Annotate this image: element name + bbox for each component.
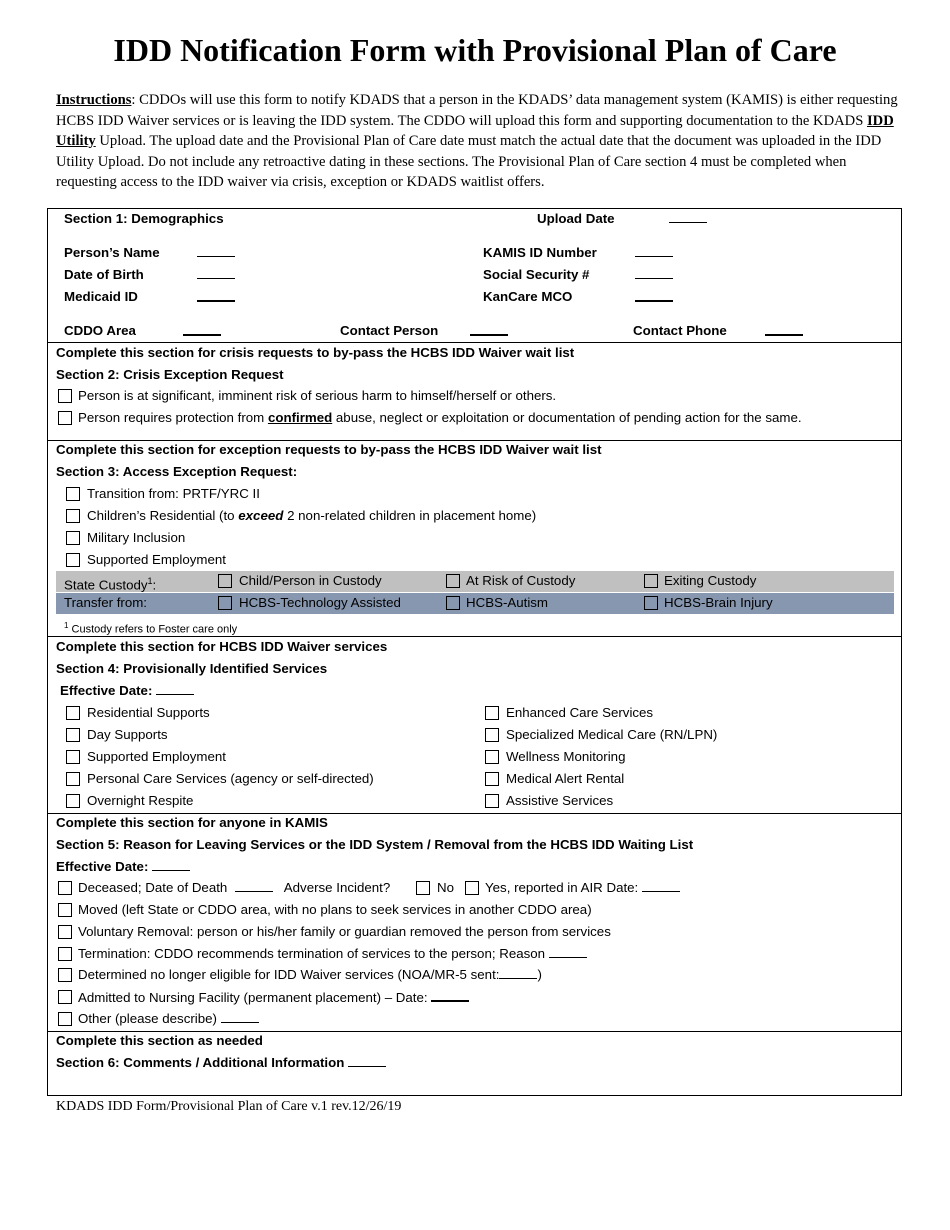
section3-heading: Section 3: Access Exception Request: bbox=[56, 464, 298, 479]
state-custody-sup: 1 bbox=[147, 576, 153, 586]
service-checkbox[interactable] bbox=[485, 728, 499, 742]
crisis-protection-text-b: abuse, neglect or exploitation or documentation of pending action for the same. bbox=[332, 410, 802, 425]
moved-checkbox[interactable] bbox=[58, 903, 72, 917]
section4-intro: Complete this section for HCBS IDD Waiver services bbox=[56, 639, 388, 654]
air-date-field[interactable] bbox=[642, 879, 680, 892]
transition-checkbox[interactable] bbox=[66, 487, 80, 501]
admitted-checkbox[interactable] bbox=[58, 990, 72, 1004]
admitted-date-field[interactable] bbox=[431, 988, 469, 1002]
childrens-text-a: Children’s Residential (to bbox=[87, 508, 239, 523]
admitted-label bbox=[78, 988, 469, 1007]
effective-date-field[interactable] bbox=[156, 682, 194, 695]
service-checkbox[interactable] bbox=[66, 706, 80, 720]
termination-reason-field[interactable] bbox=[549, 945, 587, 958]
medicaid-id-field[interactable] bbox=[197, 288, 235, 307]
determined-text-b: ) bbox=[537, 967, 542, 982]
termination-text: Termination: CDDO recommends termination of services to the person; Reason bbox=[78, 946, 546, 961]
custody-in-custody-checkbox[interactable] bbox=[218, 574, 232, 588]
voluntary-checkbox[interactable] bbox=[58, 925, 72, 939]
comments-field[interactable] bbox=[348, 1054, 386, 1067]
kancare-mco-label: KanCare MCO bbox=[483, 289, 573, 304]
other-checkbox[interactable] bbox=[58, 1012, 72, 1026]
custody-exiting-checkbox[interactable] bbox=[644, 574, 658, 588]
service-checkbox[interactable] bbox=[66, 750, 80, 764]
custody-exiting-label: Exiting Custody bbox=[664, 573, 757, 588]
idd-utility-text: IDD Utility bbox=[56, 112, 894, 149]
transfer-autism-checkbox[interactable] bbox=[446, 596, 460, 610]
state-custody-text: State Custody bbox=[64, 577, 148, 593]
section6-heading bbox=[56, 1054, 386, 1072]
voluntary-label: Voluntary Removal: person or his/her family or guardian removed the person from services bbox=[78, 924, 611, 939]
upload-date-field[interactable] bbox=[669, 210, 707, 228]
service-wellness-monitoring: Wellness Monitoring bbox=[506, 749, 626, 764]
transfer-autism-label: HCBS-Autism bbox=[466, 595, 549, 610]
service-checkbox[interactable] bbox=[485, 706, 499, 720]
service-medical-alert: Medical Alert Rental bbox=[506, 771, 625, 786]
footnote-text: Custody refers to Foster care only bbox=[68, 623, 238, 636]
moved-label: Moved (left State or CDDO area, with no plans to seek services in another CDDO area) bbox=[78, 902, 592, 917]
custody-in-custody-label: Child/Person in Custody bbox=[239, 573, 382, 588]
crisis-protection-text-a: Person requires protection from bbox=[78, 410, 268, 425]
service-assistive: Assistive Services bbox=[506, 793, 614, 808]
military-inclusion-label: Military Inclusion bbox=[87, 530, 186, 545]
kamis-id-label: KAMIS ID Number bbox=[483, 245, 597, 260]
instructions-paragraph bbox=[56, 90, 901, 193]
childrens-text-b: 2 non-related children in placement home) bbox=[283, 508, 537, 523]
ssn-label: Social Security # bbox=[483, 267, 590, 282]
ssn-field[interactable] bbox=[635, 266, 673, 284]
service-checkbox[interactable] bbox=[485, 750, 499, 764]
section6-intro: Complete this section as needed bbox=[56, 1033, 263, 1048]
termination-checkbox[interactable] bbox=[58, 947, 72, 961]
service-checkbox[interactable] bbox=[485, 794, 499, 808]
section1-heading: Section 1: Demographics bbox=[64, 211, 224, 226]
custody-at-risk-label: At Risk of Custody bbox=[466, 573, 576, 588]
crisis-protection-label bbox=[78, 409, 802, 427]
military-inclusion-checkbox[interactable] bbox=[66, 531, 80, 545]
section5-heading: Section 5: Reason for Leaving Services or the IDD System / Removal from the HCBS IDD Waiting List bbox=[56, 837, 694, 852]
cddo-area-label: CDDO Area bbox=[64, 323, 136, 338]
service-residential-supports: Residential Supports bbox=[87, 705, 210, 720]
state-custody-colon: : bbox=[152, 577, 157, 593]
section2-heading: Section 2: Crisis Exception Request bbox=[56, 367, 284, 382]
determined-checkbox[interactable] bbox=[58, 968, 72, 982]
deceased-label bbox=[78, 879, 390, 897]
determined-text-a: Determined no longer eligible for IDD Waiver services (NOA/MR-5 sent: bbox=[78, 967, 500, 982]
service-supported-employment: Supported Employment bbox=[87, 749, 226, 764]
service-specialized-medical: Specialized Medical Care (RN/LPN) bbox=[506, 727, 718, 742]
transfer-brain-injury-label: HCBS-Brain Injury bbox=[664, 595, 773, 610]
adverse-yes-checkbox[interactable] bbox=[465, 881, 479, 895]
date-of-death-field[interactable] bbox=[235, 879, 273, 892]
termination-label bbox=[78, 945, 587, 963]
instructions-label: Instructions bbox=[56, 92, 132, 108]
custody-at-risk-checkbox[interactable] bbox=[446, 574, 460, 588]
cddo-area-field[interactable] bbox=[183, 322, 221, 341]
adverse-yes-text: Yes, reported in AIR Date: bbox=[485, 880, 639, 895]
transfer-tech-assisted-label: HCBS-Technology Assisted bbox=[239, 595, 401, 610]
supported-employment-label: Supported Employment bbox=[87, 552, 226, 567]
service-checkbox[interactable] bbox=[485, 772, 499, 786]
other-text: Other (please describe) bbox=[78, 1011, 217, 1026]
service-day-supports: Day Supports bbox=[87, 727, 168, 742]
kancare-mco-field[interactable] bbox=[635, 288, 673, 307]
determined-label bbox=[78, 966, 542, 984]
section5-effective-date bbox=[56, 858, 190, 876]
transfer-brain-injury-checkbox[interactable] bbox=[644, 596, 658, 610]
exceed-text: exceed bbox=[238, 508, 284, 523]
section4-effective-date bbox=[60, 682, 194, 700]
transfer-tech-assisted-checkbox[interactable] bbox=[218, 596, 232, 610]
service-personal-care: Personal Care Services (agency or self-directed) bbox=[87, 771, 374, 786]
footnote-sup: 1 bbox=[64, 621, 69, 630]
supported-employment-checkbox[interactable] bbox=[66, 553, 80, 567]
deceased-checkbox[interactable] bbox=[58, 881, 72, 895]
section6-heading-text: Section 6: Comments / Additional Information bbox=[56, 1055, 345, 1070]
section2-intro: Complete this section for crisis requests to by-pass the HCBS IDD Waiver wait list bbox=[56, 345, 575, 360]
medicaid-id-label: Medicaid ID bbox=[64, 289, 138, 304]
section4-heading: Section 4: Provisionally Identified Services bbox=[56, 661, 328, 676]
page-title: IDD Notification Form with Provisional Plan of Care bbox=[113, 32, 837, 68]
adverse-no-label: No bbox=[437, 880, 454, 895]
crisis-protection-checkbox[interactable] bbox=[58, 411, 72, 425]
effective-date-label: Effective Date: bbox=[60, 683, 153, 698]
instructions-text-1: : CDDOs will use this form to notify KDADS that a person in the KDADS’ data management system (KAMIS) is either requesting HCBS IDD Waiver services or is leaving the IDD system. The CDDO will upload this form and supporting documentation to the KDADS bbox=[56, 92, 898, 129]
effective-date-label: Effective Date: bbox=[56, 859, 149, 874]
service-enhanced-care: Enhanced Care Services bbox=[506, 705, 654, 720]
crisis-risk-label: Person is at significant, imminent risk of serious harm to himself/herself or others. bbox=[78, 388, 557, 403]
persons-name-label: Person’s Name bbox=[64, 245, 160, 260]
persons-name-field[interactable] bbox=[197, 244, 235, 262]
section5-intro: Complete this section for anyone in KAMIS bbox=[56, 815, 328, 830]
adverse-incident-text: Adverse Incident? bbox=[283, 880, 391, 895]
date-of-birth-label: Date of Birth bbox=[64, 267, 144, 282]
noa-sent-field[interactable] bbox=[499, 966, 537, 979]
contact-phone-field[interactable] bbox=[765, 322, 803, 341]
effective-date-field[interactable] bbox=[152, 858, 190, 871]
contact-person-label: Contact Person bbox=[340, 323, 439, 338]
transfer-from-label: Transfer from: bbox=[64, 595, 147, 610]
service-checkbox[interactable] bbox=[66, 772, 80, 786]
divider bbox=[47, 342, 902, 343]
kamis-id-field[interactable] bbox=[635, 244, 673, 262]
service-overnight-respite: Overnight Respite bbox=[87, 793, 194, 808]
upload-date-label: Upload Date bbox=[537, 211, 615, 226]
contact-person-field[interactable] bbox=[470, 322, 508, 341]
form-footer: KDADS IDD Form/Provisional Plan of Care v.1 rev.12/26/19 bbox=[56, 1099, 402, 1114]
other-describe-field[interactable] bbox=[221, 1010, 259, 1023]
section3-intro: Complete this section for exception requests to by-pass the HCBS IDD Waiver wait list bbox=[56, 442, 602, 457]
childrens-residential-checkbox[interactable] bbox=[66, 509, 80, 523]
confirmed-text: confirmed bbox=[267, 410, 333, 425]
instructions-text-2: Upload. The upload date and the Provisional Plan of Care date must match the actual date that the document was uploaded in the IDD Utility Upload. Do not include any retroactive dating in these sections. The Provisional Plan of Care section 4 must be completed when requesting access to the IDD waiver via crisis, exception or KDADS waitlist offers. bbox=[56, 133, 882, 190]
service-checkbox[interactable] bbox=[66, 728, 80, 742]
adverse-no-checkbox[interactable] bbox=[416, 881, 430, 895]
childrens-residential-label bbox=[87, 507, 536, 525]
date-of-birth-field[interactable] bbox=[197, 266, 235, 284]
contact-phone-label: Contact Phone bbox=[633, 323, 727, 338]
state-custody-label bbox=[64, 572, 156, 594]
crisis-risk-checkbox[interactable] bbox=[58, 389, 72, 403]
deceased-text: Deceased; Date of Death bbox=[78, 880, 228, 895]
divider bbox=[47, 636, 902, 637]
adverse-yes-label bbox=[485, 879, 680, 897]
admitted-text: Admitted to Nursing Facility (permanent placement) – Date: bbox=[78, 990, 428, 1005]
transition-label: Transition from: PRTF/YRC II bbox=[87, 486, 260, 501]
other-label bbox=[78, 1010, 259, 1028]
service-checkbox[interactable] bbox=[66, 794, 80, 808]
